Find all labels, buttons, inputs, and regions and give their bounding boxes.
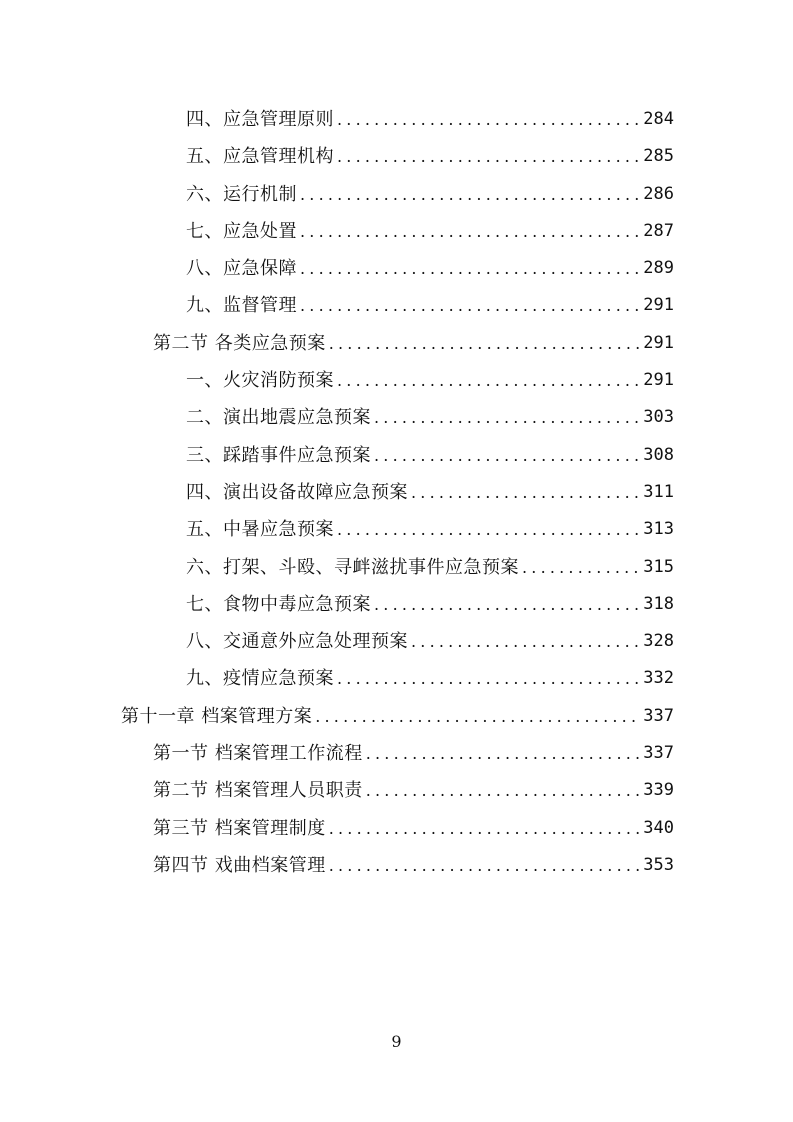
toc-entry[interactable] bbox=[0, 250, 793, 287]
toc-entry[interactable] bbox=[0, 437, 793, 474]
toc-dot-leader bbox=[408, 623, 639, 660]
toc-entry-title: 七、食物中毒应急预案 bbox=[186, 593, 371, 615]
toc-dot-leader bbox=[363, 772, 640, 809]
toc-entry-title: 四、演出设备故障应急预案 bbox=[186, 481, 408, 503]
toc-entry-page: 291 bbox=[643, 370, 674, 391]
toc-entry-page: 337 bbox=[643, 743, 674, 764]
toc-entry-page: 291 bbox=[643, 295, 674, 316]
toc-dot-leader bbox=[371, 437, 639, 474]
toc-dot-leader bbox=[297, 250, 639, 287]
toc-entry-title: 第二节 各类应急预案 bbox=[153, 332, 326, 354]
toc-entry-page: 308 bbox=[643, 444, 674, 465]
toc-dot-leader bbox=[408, 474, 639, 511]
toc-entry-page: 303 bbox=[643, 407, 674, 428]
toc-entry[interactable] bbox=[0, 623, 793, 660]
toc-dot-leader bbox=[326, 810, 640, 847]
toc-entry-page: 339 bbox=[643, 780, 674, 801]
toc-entry[interactable] bbox=[0, 101, 793, 138]
toc-entry[interactable] bbox=[0, 474, 793, 511]
toc-entry-page: 315 bbox=[643, 556, 674, 577]
toc-dot-leader bbox=[371, 586, 639, 623]
toc-entry[interactable] bbox=[0, 213, 793, 250]
toc-entry-title: 八、应急保障 bbox=[186, 258, 297, 280]
toc-entry-title: 三、踩踏事件应急预案 bbox=[186, 444, 371, 466]
toc-dot-leader bbox=[334, 511, 639, 548]
toc-entry-title: 第十一章 档案管理方案 bbox=[121, 705, 313, 727]
toc-dot-leader bbox=[334, 660, 639, 697]
toc-entry[interactable] bbox=[0, 511, 793, 548]
toc-dot-leader bbox=[334, 138, 639, 175]
toc-entry[interactable] bbox=[0, 399, 793, 436]
toc-entry-page: 332 bbox=[643, 668, 674, 689]
toc-entry-page: 285 bbox=[643, 146, 674, 167]
toc-entry-title: 八、交通意外应急处理预案 bbox=[186, 631, 408, 653]
toc-entry-page: 340 bbox=[643, 817, 674, 838]
toc-dot-leader bbox=[363, 735, 640, 772]
toc-dot-leader bbox=[326, 325, 640, 362]
toc-entry[interactable] bbox=[0, 549, 793, 586]
toc-entry-title: 五、中暑应急预案 bbox=[186, 519, 334, 541]
toc-entry[interactable] bbox=[0, 847, 793, 884]
toc-entry[interactable] bbox=[0, 698, 793, 735]
toc-entry-page: 311 bbox=[643, 481, 674, 502]
toc-entry-title: 九、监督管理 bbox=[186, 295, 297, 317]
toc-entry-title: 五、应急管理机构 bbox=[186, 146, 334, 168]
toc-entry-title: 第四节 戏曲档案管理 bbox=[153, 854, 326, 876]
toc-entry[interactable] bbox=[0, 810, 793, 847]
toc-entry[interactable] bbox=[0, 138, 793, 175]
toc-entry-title: 六、打架、斗殴、寻衅滋扰事件应急预案 bbox=[186, 556, 519, 578]
toc-dot-leader bbox=[334, 362, 639, 399]
toc-entry-page: 328 bbox=[643, 631, 674, 652]
toc-entry-title: 七、应急处置 bbox=[186, 220, 297, 242]
table-of-contents bbox=[0, 101, 793, 884]
toc-entry[interactable] bbox=[0, 735, 793, 772]
toc-entry-title: 第一节 档案管理工作流程 bbox=[153, 743, 363, 765]
toc-entry-page: 289 bbox=[643, 258, 674, 279]
toc-entry-title: 一、火灾消防预案 bbox=[186, 370, 334, 392]
toc-dot-leader bbox=[297, 213, 639, 250]
toc-dot-leader bbox=[312, 698, 639, 735]
toc-entry[interactable] bbox=[0, 660, 793, 697]
toc-entry-page: 313 bbox=[643, 519, 674, 540]
toc-entry[interactable] bbox=[0, 287, 793, 324]
toc-dot-leader bbox=[519, 549, 639, 586]
toc-dot-leader bbox=[297, 287, 639, 324]
toc-entry-title: 二、演出地震应急预案 bbox=[186, 407, 371, 429]
toc-dot-leader bbox=[297, 176, 639, 213]
toc-entry-page: 284 bbox=[643, 109, 674, 129]
toc-entry[interactable] bbox=[0, 325, 793, 362]
toc-dot-leader bbox=[334, 101, 639, 138]
toc-entry-page: 291 bbox=[643, 332, 674, 353]
toc-entry-page: 353 bbox=[643, 854, 674, 875]
toc-entry-title: 六、运行机制 bbox=[186, 183, 297, 205]
toc-dot-leader bbox=[326, 847, 640, 884]
toc-entry-page: 337 bbox=[643, 705, 674, 726]
toc-entry-title: 第二节 档案管理人员职责 bbox=[153, 780, 363, 802]
toc-entry-title: 九、疫情应急预案 bbox=[186, 668, 334, 690]
toc-dot-leader bbox=[371, 399, 639, 436]
toc-entry[interactable] bbox=[0, 586, 793, 623]
toc-entry[interactable] bbox=[0, 772, 793, 809]
toc-entry-page: 286 bbox=[643, 183, 674, 204]
toc-entry-title: 四、应急管理原则 bbox=[186, 109, 334, 130]
toc-entry-page: 287 bbox=[643, 220, 674, 241]
toc-entry-page: 318 bbox=[643, 593, 674, 614]
page-number: 9 bbox=[391, 1032, 402, 1051]
toc-entry[interactable] bbox=[0, 176, 793, 213]
toc-entry-title: 第三节 档案管理制度 bbox=[153, 817, 326, 839]
toc-entry[interactable] bbox=[0, 362, 793, 399]
